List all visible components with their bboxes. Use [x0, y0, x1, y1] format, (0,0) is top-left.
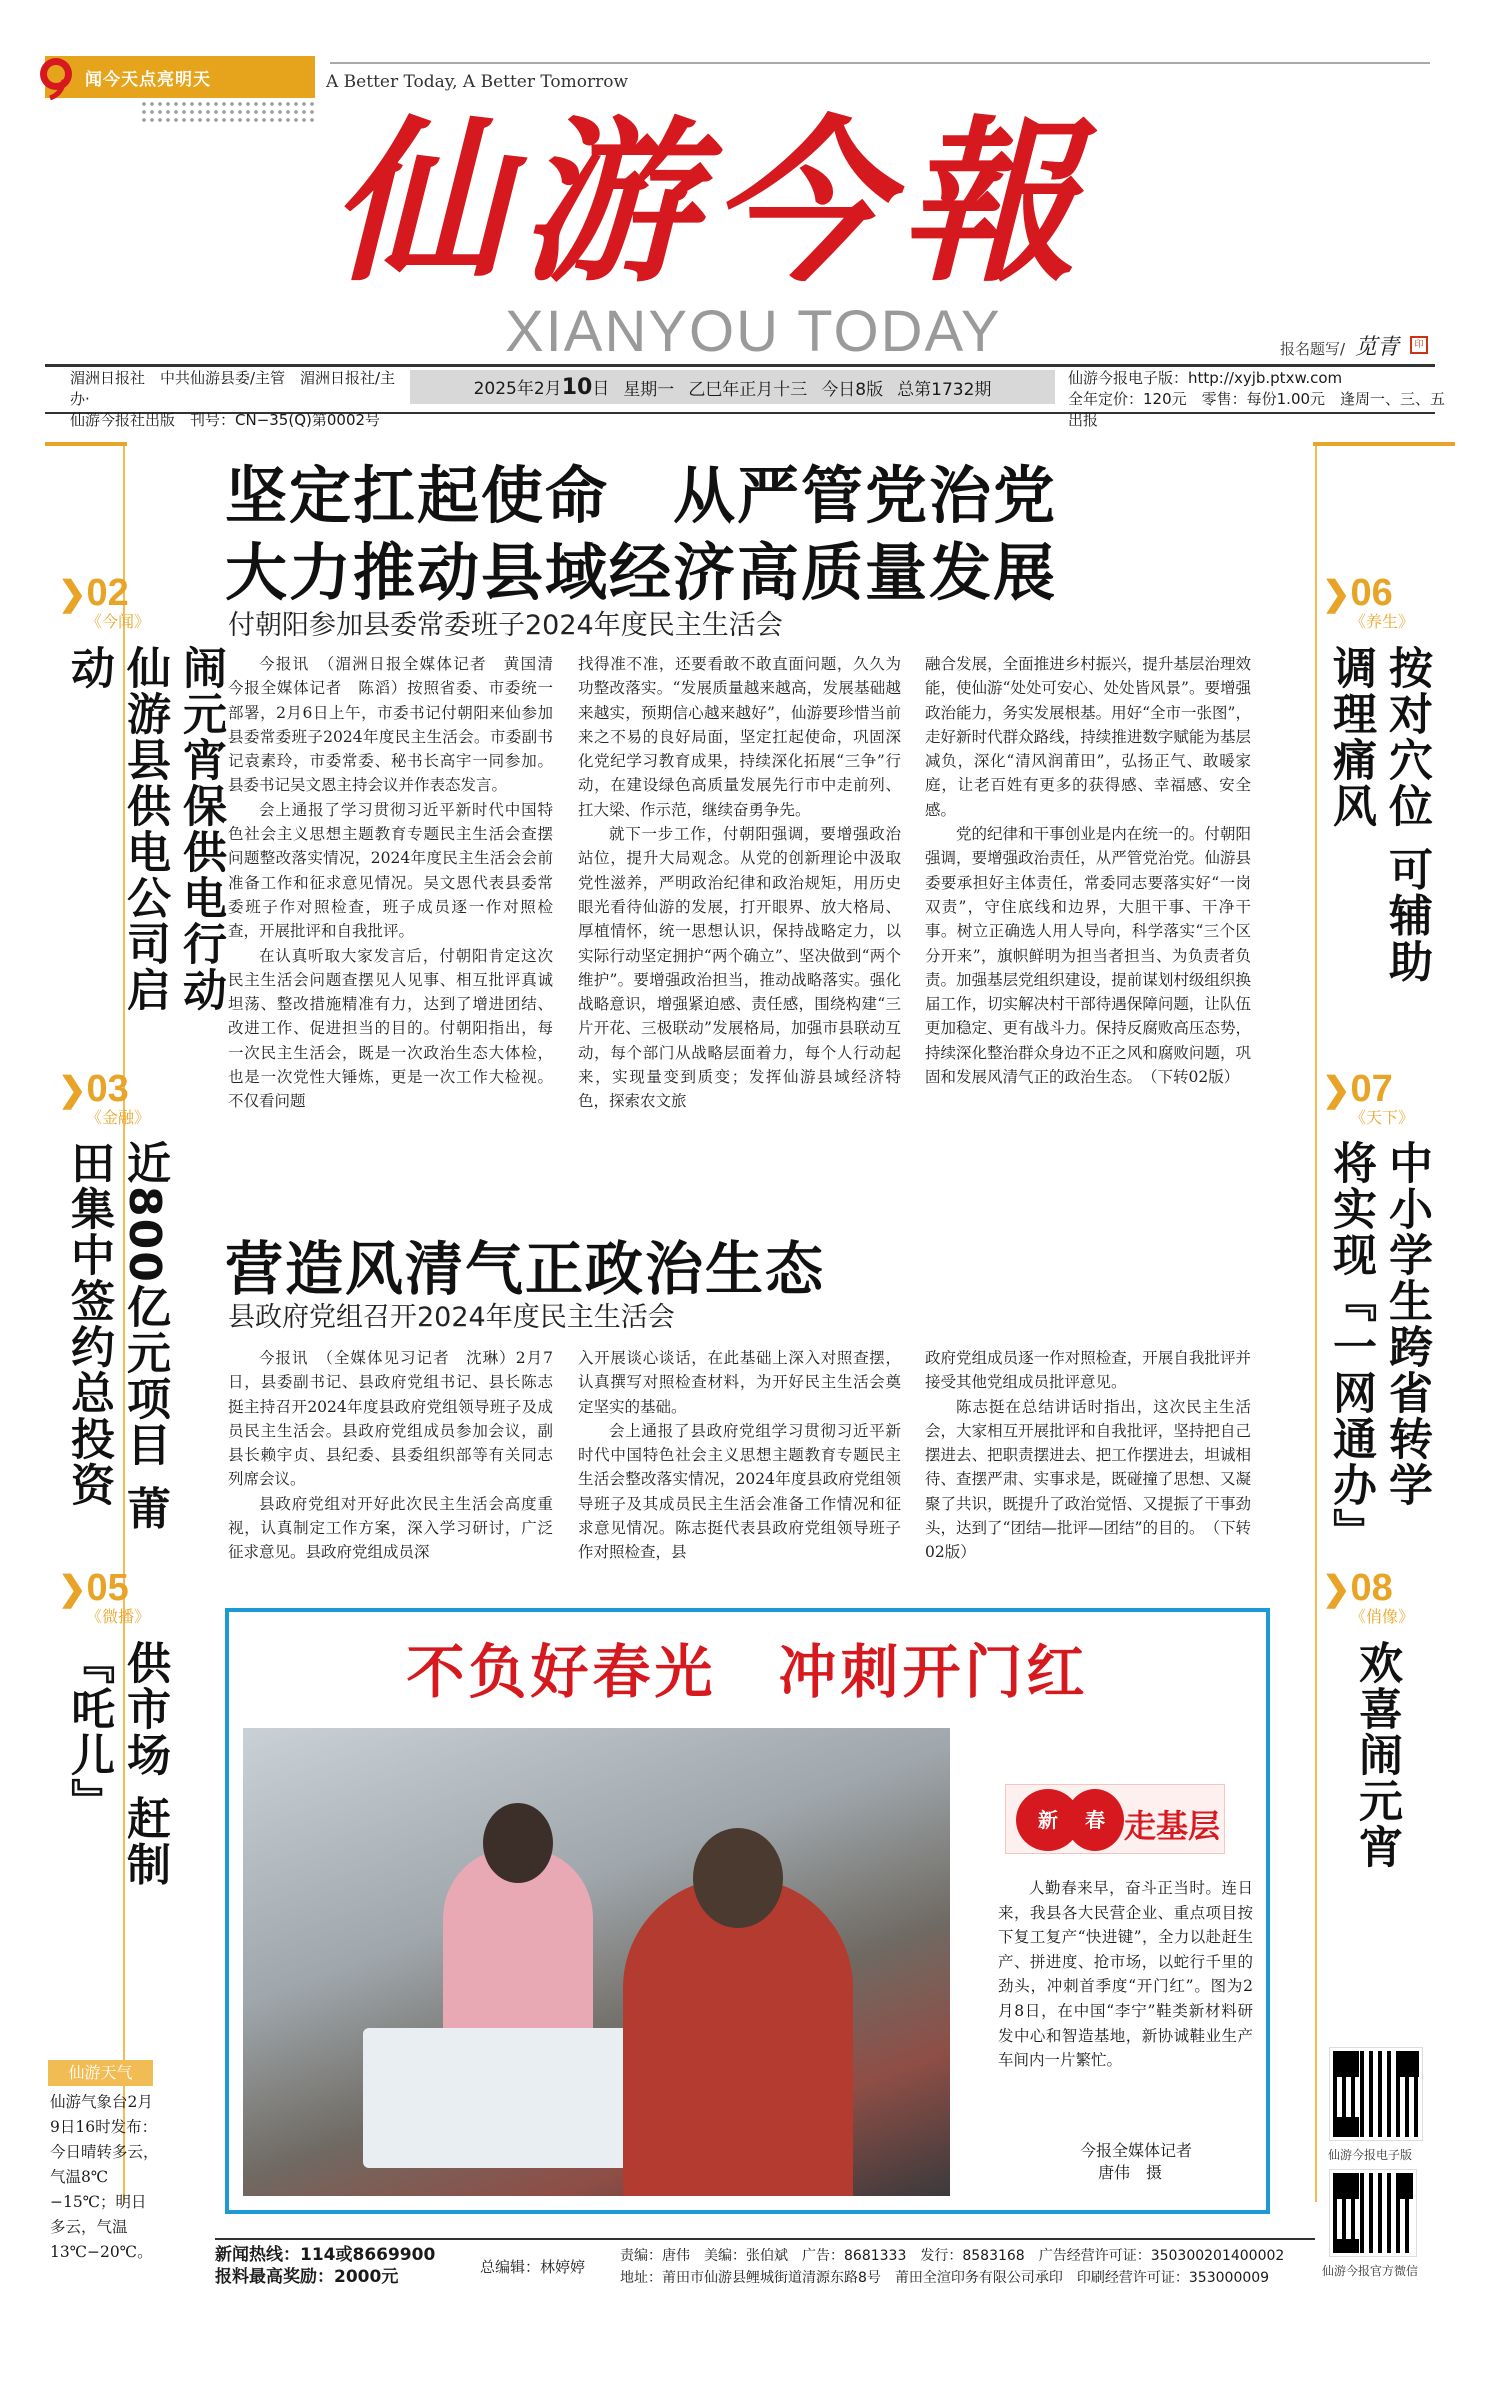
publisher-line: 湄洲日报社 中共仙游县委/主管 湄洲日报社/主办·: [70, 369, 396, 408]
publisher-info: [70, 368, 410, 431]
badge-text: 走基层: [1124, 1807, 1221, 1845]
slogan-text: 闻今天点亮明天: [85, 69, 211, 90]
second-column-3: [925, 1346, 1251, 1565]
masthead-title: 仙游今報: [330, 99, 1091, 306]
spring-visit-badge: [1005, 1784, 1225, 1854]
paragraph: 县政府党组对开好此次民主生活会高度重视，认真制定工作方案，深入学习研讨，广泛征求意见。县政府党组成员深: [228, 1494, 553, 1562]
footer-rule: [215, 2238, 1315, 2240]
index-item-02[interactable]: ❯02 《今闻》: [58, 572, 151, 631]
lead-headline-1[interactable]: 坚定扛起使命 从严管党治党: [225, 459, 1058, 532]
paragraph: 入开展谈心谈话，在此基础上深入对照查摆，认真撰写对照检查材料，为开好民主生活会奠定坚实的基础。: [578, 1349, 901, 1416]
issue-weekday: 星期一: [623, 379, 675, 400]
badge-char: 新: [1016, 1789, 1080, 1851]
paragraph: 会上通报了学习贯彻习近平新时代中国特色社会主义思想主题教育专题民主生活会查摆问题整改落实情况，2024年度民主生活会会前准备工作和征求意见情况。吴文恩代表县委常委班子作对照检查，班子成员逐一作对照检查，开展批评和自我批评。: [228, 800, 553, 941]
slogan-english: A Better Today, A Better Tomorrow: [326, 72, 629, 92]
paragraph: 今报讯 （湄洲日报全媒体记者 黄国清 今报全媒体记者 陈滔）按照省委、市委统一部署，2月6日上午，市委书记付朝阳来仙参加县委常委班子2024年度民主生活会。市委副书记袁素玲，市委常委、秘书长高宇一同参加。县委书记吴文恩主持会议并作表态发言。: [228, 655, 569, 795]
issue-number: 总第1732期: [897, 379, 992, 400]
weather-forecast: 仙游气象台2月9日16时发布：今日晴转多云，气温8℃−15℃；明日多云，气温13℃−20℃。: [50, 2093, 159, 2261]
worker-head: [483, 1803, 553, 1883]
subscription-info: [1068, 368, 1458, 431]
index-title-03[interactable]: 近800亿元项目 莆田集中签约总投资: [63, 1140, 170, 1532]
paragraph: 就下一步工作，付朝阳强调，要增强政治站位，提升大局观念。从党的创新理论中汲取党性滋养，严明政治纪律和政治规矩，用历史眼光看待仙游的发展，打开眼界、放大格局、厚植情怀，统一思想认识，保持战略定力，以实际行动坚定拥护“两个确立”、坚决做到“两个维护”。要增强政治担当，推动战略落实。强化战略意识，增强紧迫感、责任感，围绕构建“三片开花、三极联动”发展格局，加强市县联动互动，每个部门从战略层面着力，每个人行动起来，实现量变到质变；发挥仙游县域经济特色，探索农文旅: [578, 825, 901, 1111]
index-title-06[interactable]: 按对穴位 可辅助调理痛风: [1325, 645, 1432, 985]
paragraph: 会上通报了县政府党组学习贯彻习近平新时代中国特色社会主义思想主题教育专题民主生活会整改落实情况，2024年度县政府党组领导班子及其成员民主生活会准备工作情况和征求意见情况。陈志挺代表县政府党组领导班子作对照检查，县: [578, 1421, 901, 1562]
index-title-05[interactable]: 供市场 赶制『吒儿』: [63, 1640, 170, 1888]
index-item-08[interactable]: ❯08 《俏像》: [1322, 1567, 1415, 1626]
photo-credit: [1080, 2140, 1192, 2184]
chevron-right-icon: ❯: [58, 1071, 87, 1109]
news-hotline: [215, 2244, 435, 2288]
qr-label-eversion: 仙游今报电子版: [1328, 2148, 1413, 2162]
lead-subheadline: 付朝阳参加县委常委班子2024年度民主生活会: [228, 610, 783, 641]
qr-code-icon[interactable]: [1330, 2048, 1422, 2140]
right-column-accent: [1313, 442, 1455, 446]
factory-photo[interactable]: [243, 1728, 950, 2196]
index-title-08[interactable]: 欢喜闹元宵: [1351, 1640, 1402, 1870]
issue-pages: 今日8版: [821, 379, 884, 400]
credit-line: 唐伟 摄: [1098, 2163, 1163, 2182]
badge-char: 春: [1066, 1789, 1124, 1851]
worker-head: [693, 1828, 783, 1928]
second-column-2: [578, 1346, 901, 1565]
index-title-02[interactable]: 闹元宵保供电行动 仙游县供电公司启动: [63, 645, 226, 1013]
inscription-label: 报名题写/: [1280, 340, 1346, 358]
photo-feature-headline[interactable]: 不负好春光 冲刺开门红: [406, 1638, 1089, 1706]
lead-column-2: [578, 652, 901, 1114]
info-rule-top: [45, 364, 1435, 367]
chevron-right-icon: ❯: [1322, 1071, 1351, 1109]
index-item-07[interactable]: ❯07 《天下》: [1322, 1068, 1415, 1127]
newspaper-logo-icon: [36, 54, 76, 100]
issue-date: 2025年2月10日: [473, 375, 610, 400]
inscription-signature: 苋青: [1355, 335, 1400, 360]
index-item-05[interactable]: ❯05 《微播》: [58, 1567, 151, 1626]
qr-code-icon[interactable]: [1330, 2170, 1416, 2256]
lead-column-1: [228, 652, 569, 1114]
eversion-url[interactable]: 仙游今报电子版：http://xyjb.ptxw.com: [1068, 369, 1343, 387]
paragraph: 今报讯 （全媒体见习记者 沈琳）2月7日，县委副书记、县政府党组书记、县长陈志挺主持召开2024年度县政府党组领导班子及成员民主生活会。县政府党组成员参加会议，副县长赖宇贞、县纪委、县委组织部等有关同志列席会议。: [228, 1349, 553, 1489]
masthead-english: XIANYOU TODAY: [505, 299, 1002, 364]
credit-line: 今报全媒体记者: [1080, 2141, 1193, 2160]
imprint-line: 责编：唐伟 美编：张伯斌 广告：8681333 发行：8583168 广告经营许可证：350300201400002: [620, 2248, 1285, 2264]
paragraph: 党的纪律和干事创业是内在统一的。付朝阳强调，要增强政治责任，从严管党治党。仙游县委要承担好主体责任，常委同志要落实好“一岗双责”，守住底线和边界，大胆干事、干净干事。树立正确选人用人导向，科学落实“三个区分开来”，旗帜鲜明为担当者担当、为负责者负责。加强基层党组织建设，提前谋划村级组织换届工作，切实解决村干部待遇保障问题，让队伍更加稳定、更有战斗力。保持反腐败高压态势，持续深化整治群众身边不正之风和腐败问题，巩固和发展风清气正的政治生态。 （下转02版）: [925, 825, 1251, 1087]
hotline-text: 新闻热线：114或8669900: [215, 2245, 436, 2265]
reward-text: 报料最高奖励：2000元: [215, 2267, 399, 2287]
paragraph: 找得准不准，还要看敢不敢直面问题，久久为功整改落实。“发展质量越来越高，发展基础越来越实，预期信心越来越好”，仙游要珍惜当前来之不易的良好局面，坚定扛起使命，巩固深化党纪学习教育成果，持续深化拓展“三争”行动，在建设绿色高质量发展先行市中走前列、扛大梁、作示范，继续奋勇争先。: [578, 655, 901, 819]
second-headline[interactable]: 营造风清气正政治生态: [225, 1235, 826, 1303]
imprint-info: [620, 2245, 1284, 2289]
license-line: 仙游今报社出版 刊号：CN−35(Q)第0002号: [70, 411, 381, 429]
paragraph: 陈志挺在总结讲话时指出，这次民主生活会，大家相互开展批评和自我批评，坚持把自己摆进去、把职责摆进去、把工作摆进去，坦诚相待、查摆严肃、实事求是，既碰撞了思想、又凝聚了共识，既提升了政治觉悟、又提振了干事劲头，达到了“团结—批评—团结”的目的。 （下转02版）: [925, 1397, 1251, 1562]
qr-label-wechat: 仙游今报官方微信: [1322, 2264, 1419, 2278]
left-column-accent: [45, 442, 127, 446]
chevron-right-icon: ❯: [58, 1570, 87, 1608]
chevron-right-icon: ❯: [1322, 1570, 1351, 1608]
paragraph: 融合发展，全面推进乡村振兴，提升基层治理效能，使仙游“处处可安心、处处皆风景”。要增强政治能力，务实发展根基。用好“全市一张图”，走好新时代群众路线，持续推进数字赋能为基层减负，深化“清风润莆田”，弘扬正气、敢暖家庭，让老百姓有更多的获得感、幸福感、安全感。: [925, 655, 1251, 819]
imprint-line: 地址：莆田市仙游县鲤城街道清源东路8号 莆田全渲印务有限公司承印 印刷经营许可证：353000009: [620, 2270, 1270, 2286]
paragraph: 在认真听取大家发言后，付朝阳肯定这次民主生活会问题查摆见人见事、相互批评真诚坦荡、整改措施精准有力，达到了增进团结、改进工作、促进担当的目的。付朝阳指出，每一次民主生活会，既是一次政治生态大体检，也是一次党性大锤炼，更是一次工作大检视。不仅看问题: [228, 946, 553, 1111]
header-rule: [330, 62, 1430, 64]
issue-lunar-date: 乙巳年正月十三: [688, 379, 808, 400]
chevron-right-icon: ❯: [1322, 575, 1351, 613]
braille-pattern: [140, 100, 315, 122]
seal-stamp: 印: [1410, 336, 1428, 354]
slogan-banner: [45, 56, 315, 98]
index-item-03[interactable]: ❯03 《金融》: [58, 1068, 151, 1127]
lead-headline-2[interactable]: 大力推动县域经济高质量发展: [225, 536, 1058, 609]
second-subheadline: 县政府党组召开2024年度民主生活会: [228, 1302, 675, 1333]
photo-caption: 人勤春来早，奋斗正当时。连日来，我县各大民营企业、重点项目按下复工复产“快进键”，全力以赴赶生产、拼进度、抢市场，以蛇行千里的劲头，冲刺首季度“开门红”。图为2月8日，在中国“李宁”鞋类新材料研发中心和智造基地，新协诚鞋业生产车间内一片繁忙。: [998, 1879, 1253, 2070]
issue-date-bar: [410, 370, 1055, 404]
lead-column-3: [925, 652, 1251, 1089]
paragraph: 政府党组成员逐一作对照检查，开展自我批评并接受其他党组成员批评意见。: [925, 1349, 1251, 1392]
index-title-07[interactable]: 中小学生跨省转学 将实现『一网通办』: [1325, 1140, 1432, 1554]
price-line: 全年定价：120元 零售：每份1.00元 逢周一、三、五出报: [1068, 390, 1446, 429]
index-item-06[interactable]: ❯06 《养生》: [1322, 572, 1415, 631]
chief-editor: 总编辑：林婷婷: [480, 2258, 586, 2276]
chevron-right-icon: ❯: [58, 575, 87, 613]
second-column-1: [228, 1346, 553, 1565]
weather-label: 仙游天气: [48, 2060, 153, 2086]
